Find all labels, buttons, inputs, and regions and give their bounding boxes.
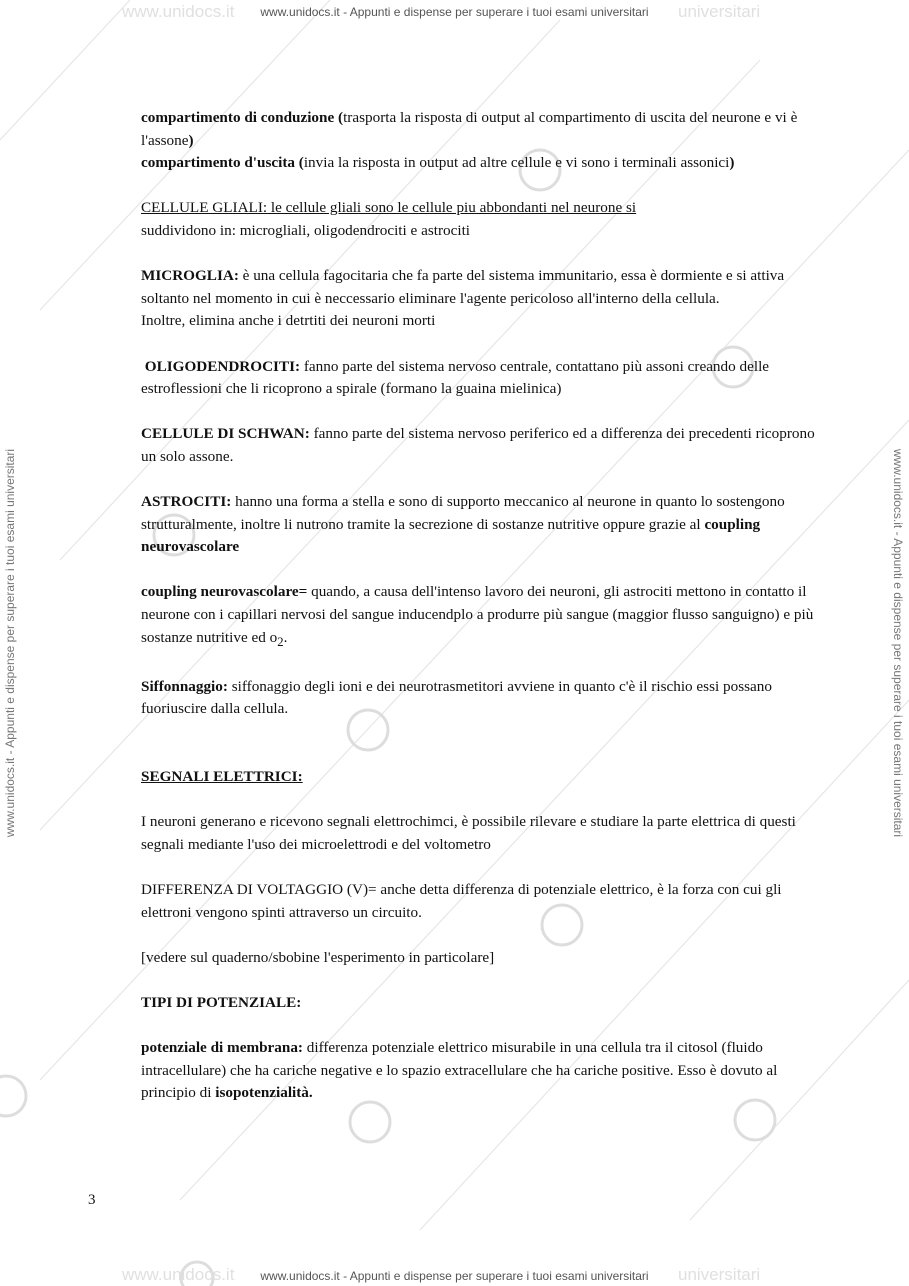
text-uscita: invia la risposta in output ad altre cellule e vi sono i terminali assonici [303,154,730,172]
term-siffonaggio: Siffonnaggio: [141,677,228,695]
heading-gliali: CELLULE GLIALI: le cellule gliali sono le cellule piu abbondanti nel neurone si [141,199,637,217]
paragraph-conduzione [141,107,831,152]
term-coupling: coupling neurovascolare= [141,583,308,601]
paragraph-oligodendrociti [141,356,831,401]
text-conduzione: trasporta la risposta di output al compartimento di uscita del neurone e vi è l'assone [141,109,798,149]
paragraph-segnali: I neuroni generano e ricevono segnali elettrochimci, è possibile rilevare e studiare la parte elettrica di questi segnali mediante l'uso dei microelettrodi e del voltometro [141,813,796,853]
text-astrociti: hanno una forma a stella e sono di supporto meccanico al neurone in quanto lo sostengono strutturalmente, inoltre li nutrono tramite la secrezione di sostanze nutritive oppure grazie al [141,493,785,533]
term-membrana: potenziale di membrana: [141,1039,303,1057]
watermark-footer: www.unidocs.it - Appunti e dispense per superare i tuoi esami universitari [260,1269,649,1283]
term-oligodendrociti: OLIGODENDROCITI: [144,357,301,375]
term-microglia: MICROGLIA: [141,267,239,285]
watermark-header: www.unidocs.it - Appunti e dispense per superare i tuoi esami universitari [260,5,649,19]
term-uscita: compartimento d'uscita ( [141,154,304,172]
watermark-side-left: www.unidocs.it - Appunti e dispense per superare i tuoi esami universitari [3,448,17,838]
text-gliali: suddividono in: microgliali, oligodendrociti e astrociti [141,221,471,239]
heading-segnali: SEGNALI ELETTRICI: [141,768,303,786]
paragraph-gliali [141,197,831,242]
watermark-ghost-left: www.unidocs.it [122,2,235,21]
term-astrociti: ASTROCITI: [141,493,232,511]
document-body [141,107,831,1105]
subscript-o2: 2 [277,634,284,649]
term-conduzione: compartimento di conduzione ( [141,109,344,126]
paragraph-uscita [141,152,831,175]
term-coupling-inline: coupling neurovascolare [141,515,761,556]
page-number: 3 [88,1192,96,1208]
paragraph-siffonaggio [141,676,831,721]
watermark-ghost-right-bottom: universitari [678,1265,761,1284]
paragraph-vedere: [vedere sul quaderno/sbobine l'esperimento in particolare] [141,948,495,966]
term-isopotenzialita: isopotenzialità. [215,1084,313,1102]
paragraph-coupling [141,581,831,653]
paragraph-voltaggio: DIFFERENZA DI VOLTAGGIO (V)= anche detta differenza di potenziale elettrico, è la forza con cui gli elettroni vengono spinti attraverso un circuito. [141,881,782,921]
watermark-ghost-right: universitari [678,2,761,21]
watermark-side-right: www.unidocs.it - Appunti e dispense per superare i tuoi esami universitari [891,448,905,838]
text-membrana: differenza potenziale elettrico misurabile in una cellula tra il citosol (fluido intracellulare) che ha cariche negative e lo spazio extracellulare che ha cariche positive. Esso è dovuto al principio di [141,1039,778,1102]
text-coupling: quando, a causa dell'intenso lavoro dei neuroni, gli astrociti mettono in contatto il neurone con i capillari nervosi del sangue inducendplo a produrre più sangue (maggior flusso sanguigno) e più sostanze nutritive ed o [141,583,814,646]
text-microglia: è una cellula fagocitaria che fa parte del sistema immunitario, essa è dormiente e si attiva soltanto nel momento in cui è neccessario eliminare l'agente pericoloso all'interno della cellula. [141,267,785,307]
paragraph-astrociti [141,491,831,559]
paragraph-schwan [141,423,831,468]
paragraph-microglia-2: Inoltre, elimina anche i detrtiti dei neuroni morti [141,312,436,330]
text-coupling-end: . [283,628,288,646]
text-siffonaggio: siffonaggio degli ioni e dei neurotrasmetitori avviene in quanto c'è il rischio essi possano fuoriuscire dalla cellula. [141,677,772,718]
watermark-ghost-left-bottom: www.unidocs.it [122,1265,235,1284]
close-conduzione: ) [188,131,194,149]
paragraph-microglia [141,265,831,310]
term-schwan: CELLULE DI SCHWAN: [141,425,310,443]
close-uscita: ) [729,154,735,172]
text-schwan: fanno parte del sistema nervoso periferico ed a differenza dei precedenti ricoprono un solo assone. [141,425,815,465]
heading-tipi: TIPI DI POTENZIALE: [141,994,302,1011]
paragraph-membrana [141,1037,831,1105]
text-oligodendrociti: fanno parte del sistema nervoso centrale, contattano più assoni creando delle estroflessioni che li ricoprono a spirale (formano la guaina mielinica) [141,357,770,398]
